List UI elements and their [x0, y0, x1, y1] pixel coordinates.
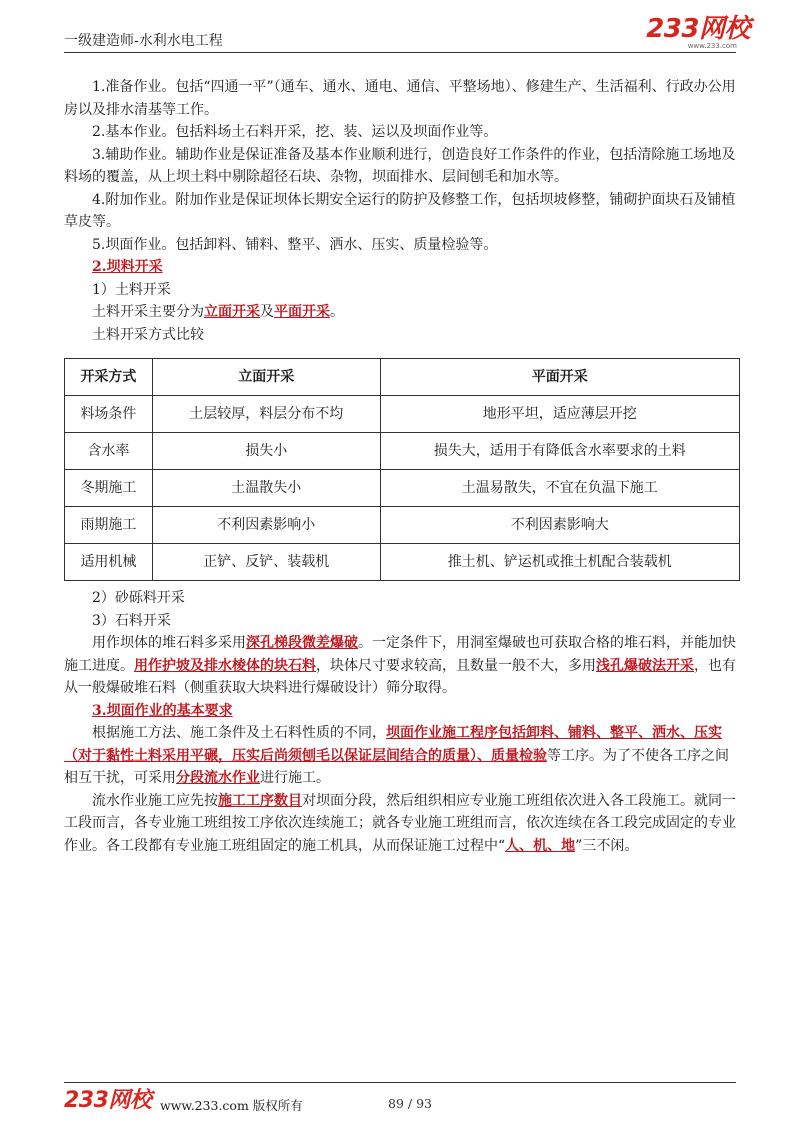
text-run: 根据施工方法、施工条件及土石料性质的不同， — [92, 725, 386, 741]
table-row — [65, 544, 740, 581]
paragraph-soil-methods — [64, 301, 740, 324]
text-run: ，块体尺寸要求较高，且数量一般不大，多用 — [316, 657, 596, 674]
text-run: ”三不闲。 — [575, 837, 639, 854]
highlight-block-stone: 用作护坡及排水棱体的块石料 — [134, 657, 316, 674]
table-caption: 土料开采方式比较 — [92, 326, 204, 343]
paragraph-additional-work: 4.附加作业。附加作业是保证坝体长期安全运行的防护及修整工作，包括坝坡修整，铺砌护面块石及铺植草皮等。 — [64, 191, 736, 230]
text-run: ，也有从一般爆破堆石料（侧重获取大块料进行爆破设计）筛分取得。 — [64, 657, 736, 696]
heading-text: 3.坝面作业的基本要求 — [92, 702, 233, 719]
table-row — [65, 433, 740, 470]
brand-logo: 233网校 — [646, 14, 750, 44]
text-run: 。一定条件下，用洞室爆破也可获取合格的堆石料，并能加快施工进度。 — [64, 635, 736, 674]
table-cell: 地形平坦，适应薄层开挖 — [380, 396, 739, 433]
footer-logo: 233网校 — [64, 1088, 152, 1113]
document-body — [64, 76, 740, 857]
paragraph-dam-surface-procedure — [64, 722, 740, 790]
table-cell: 正铲、反铲、装载机 — [152, 544, 380, 581]
table-cell: 料场条件 — [65, 396, 153, 433]
table-row — [65, 396, 740, 433]
text-run: 对坝面分段，然后组织相应专业施工班组依次进入各工段施工。就同一工段而言，各专业施工班组按工序依次连续施工；就各专业施工班组而言，依次连续在各工段完成固定的专业作业。各工段都有专业施工班组固定的施工机具，从而保证施工过程中“ — [64, 792, 736, 854]
highlight-shallow-hole-blasting: 浅孔爆破法开采 — [596, 657, 694, 674]
subsection-rock-quarrying: 3）石料开采 — [92, 612, 171, 629]
table-cell: 含水率 — [65, 433, 153, 470]
text-run: 流水作业施工应先按 — [92, 792, 218, 809]
table-header-cell: 开采方式 — [65, 359, 153, 396]
footer-divider — [64, 1082, 736, 1083]
text-run: 土料开采主要分为 — [92, 304, 204, 320]
paragraph-flow-operation — [64, 790, 740, 858]
table-cell: 损失小 — [152, 433, 380, 470]
section-heading-dam-surface — [64, 700, 740, 723]
highlight-process-count: 施工工序数目 — [218, 792, 302, 809]
table-cell: 土温散失小 — [152, 470, 380, 507]
table-cell: 不利因素影响大 — [380, 507, 739, 544]
footer-copyright: www.233.com 版权所有 — [160, 1098, 303, 1113]
paragraph-basic-work: 2.基本作业。包括料场土石料开采，挖、装、运以及坝面作业等。 — [92, 124, 498, 140]
heading-text: 2.坝料开采 — [92, 259, 163, 275]
subsection-gravel-quarrying: 2）砂砾料开采 — [92, 590, 185, 606]
table-cell: 不利因素影响小 — [152, 507, 380, 544]
text-run: 及 — [260, 304, 274, 320]
highlight-deep-hole-blasting: 深孔梯段微差爆破 — [246, 635, 358, 651]
table-cell: 推土机、铲运机或推土机配合装载机 — [380, 544, 739, 581]
table-cell: 土温易散失，不宜在负温下施工 — [380, 470, 739, 507]
table-header-cell: 平面开采 — [380, 359, 739, 396]
text-run: 等工序。为了不使各工序之间相互干扰，可采用 — [64, 747, 729, 786]
highlight-procedure: 坝面作业施工程序包括卸料、铺料、整平、洒水、压实（对于黏性土料采用平碾，压实后尚须刨毛以保证层间结合的质量）、质量检验 — [64, 725, 722, 764]
header-divider — [64, 52, 736, 53]
table-cell: 损失大，适用于有降低含水率要求的土料 — [380, 433, 739, 470]
paragraph-aux-work: 3.辅助作业。辅助作业是保证准备及基本作业顺利进行，创造良好工作条件的作业，包括清除施工场地及料场的覆盖，从上坝土料中剔除超径石块、杂物，坝面排水、层间刨毛和加水等。 — [64, 146, 736, 185]
paragraph-prep-work: 1.准备作业。包括“四通一平”（通车、通水、通电、通信、平整场地）、修建生产、生活福利、行政办公用房以及排水清基等工作。 — [64, 79, 736, 118]
document-header-title: 一级建造师-水利水电工程 — [64, 33, 223, 49]
highlight-people-machine-place: 人、机、地 — [505, 837, 576, 854]
brand-logo-url: www.233.com — [687, 42, 737, 50]
table-cell: 冬期施工 — [65, 470, 153, 507]
highlight-staged-flow: 分段流水作业 — [176, 770, 260, 786]
table-row — [65, 507, 740, 544]
table-header-row — [65, 359, 740, 396]
table-cell: 适用机械 — [65, 544, 153, 581]
page-number: 89 / 93 — [388, 1096, 432, 1111]
text-run: 用作坝体的堆石料多采用 — [92, 635, 246, 651]
comparison-table — [64, 358, 740, 581]
table-cell: 雨期施工 — [65, 507, 153, 544]
text-run: 。 — [330, 304, 344, 320]
section-heading-quarrying — [64, 256, 740, 279]
subsection-soil-quarrying: 1）土料开采 — [92, 281, 171, 298]
table-cell: 土层较厚，料层分布不均 — [152, 396, 380, 433]
paragraph-dam-surface-work: 5.坝面作业。包括卸料、铺料、整平、洒水、压实、质量检验等。 — [92, 236, 498, 253]
highlight-horizontal-quarrying: 平面开采 — [274, 304, 330, 320]
paragraph-rock-quarrying — [64, 632, 740, 700]
highlight-vertical-quarrying: 立面开采 — [204, 304, 260, 320]
table-header-cell: 立面开采 — [152, 359, 380, 396]
text-run: 进行施工。 — [260, 770, 330, 786]
table-row — [65, 470, 740, 507]
